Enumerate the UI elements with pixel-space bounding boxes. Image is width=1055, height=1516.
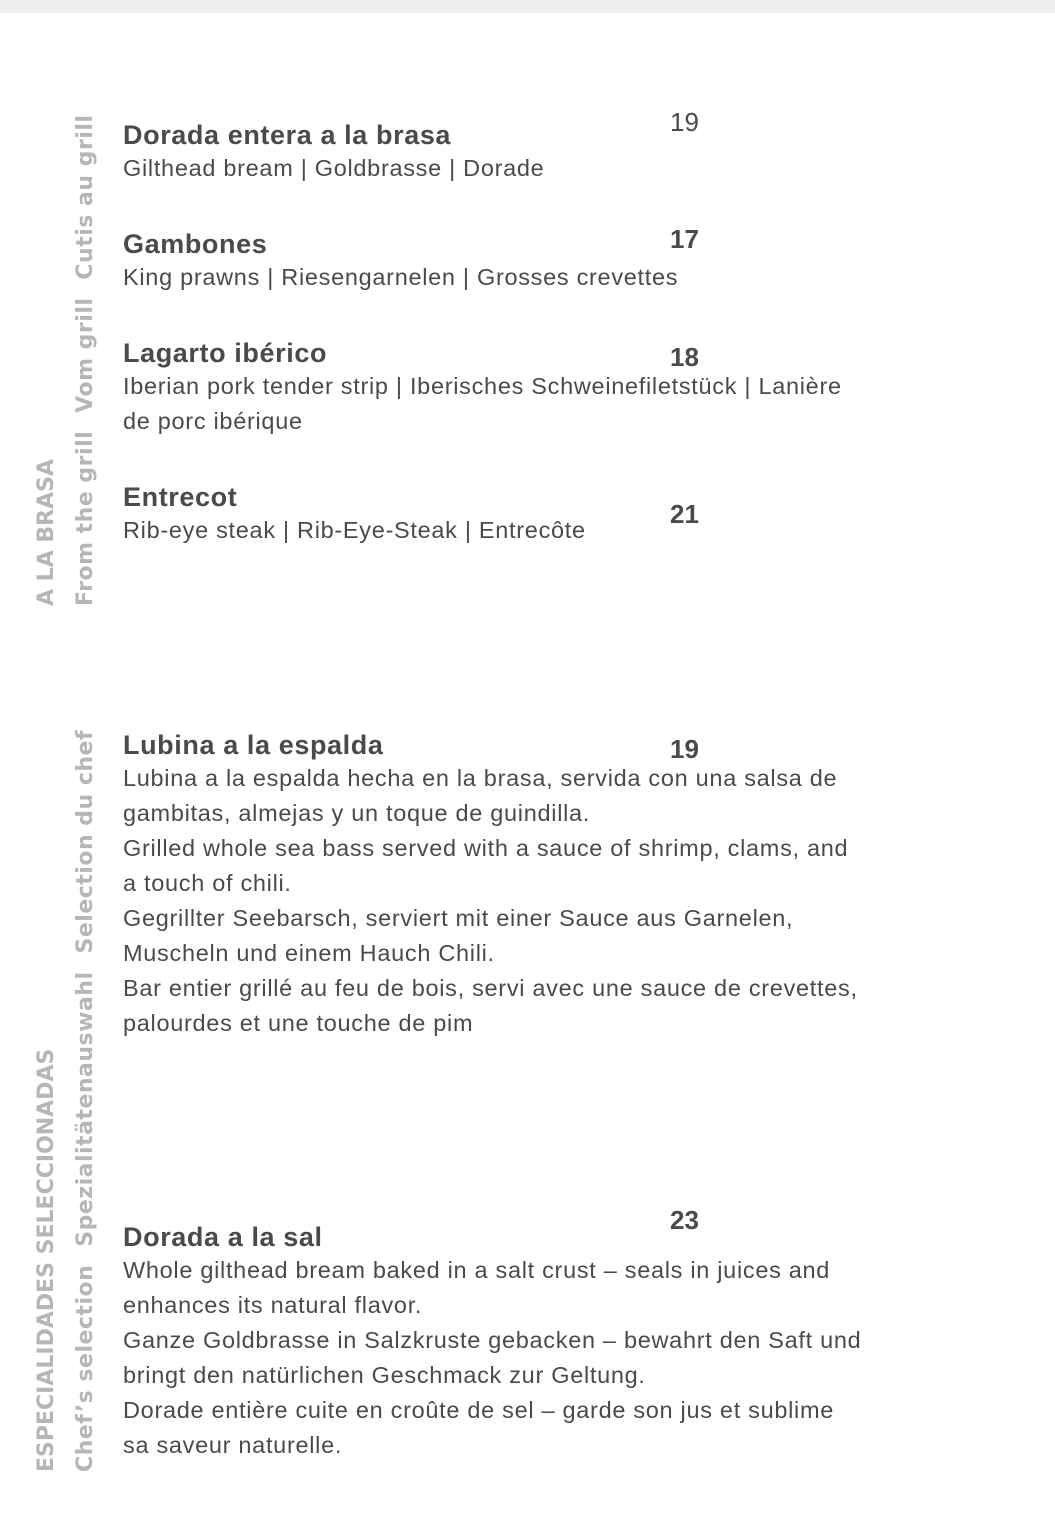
item-desc-line: Bar entier grillé au feu de bois, servi avec une sauce de crevettes, (123, 975, 858, 1001)
item-price: 18 (670, 342, 699, 372)
subtitle-en: Chef’s selection (73, 1264, 98, 1472)
item-price: 21 (670, 499, 699, 529)
item-desc-line: Grilled whole sea bass served with a sauce of shrimp, clams, and (123, 835, 849, 861)
menu-item (123, 1221, 923, 1463)
item-desc-line: King prawns | Riesengarnelen | Grosses crevettes (123, 264, 679, 290)
item-desc-line: palourdes et une touche de pim (123, 1010, 474, 1036)
item-name: Dorada entera a la brasa (123, 120, 452, 150)
item-desc-line: Gegrillter Seebarsch, serviert mit einer Sauce aus Garnelen, (123, 905, 794, 931)
item-desc-line: gambitas, almejas y un toque de guindilla. (123, 800, 591, 826)
section-title-chef: ESPECIALIDADES SELECCIONADAS (34, 1048, 59, 1472)
item-desc-line: enhances its natural flavor. (123, 1292, 423, 1318)
menu-item (123, 228, 923, 295)
subtitle-fr: Cutis au grill (73, 114, 98, 280)
section-subtitles-grill (75, 115, 97, 606)
item-name: Lagarto ibérico (123, 338, 328, 368)
item-desc-line: de porc ibérique (123, 408, 303, 434)
item-name: Gambones (123, 229, 268, 259)
item-desc-line: a touch of chili. (123, 870, 292, 896)
top-bar (0, 0, 1055, 13)
item-desc-line: Muscheln und einem Hauch Chili. (123, 940, 495, 966)
subtitle-de: Spezialitätenauswahl (73, 971, 98, 1247)
menu-item (123, 481, 923, 548)
subtitle-de: Vom grill (73, 297, 98, 413)
section-title-grill: A LA BRASA (34, 459, 59, 606)
item-desc-line: Whole gilthead bream baked in a salt crust – seals in juices and (123, 1257, 831, 1283)
item-desc-line: Iberian pork tender strip | Iberisches Schweinefiletstück | Lanière (123, 373, 842, 399)
item-price: 17 (670, 224, 699, 254)
item-name: Dorada a la sal (123, 1222, 323, 1252)
item-desc-line: bringt den natürlichen Geschmack zur Geltung. (123, 1362, 646, 1388)
subtitle-en: From the grill (73, 430, 98, 606)
item-desc-line: sa saveur naturelle. (123, 1432, 343, 1458)
item-name: Lubina a la espalda (123, 730, 384, 760)
item-desc-line: Ganze Goldbrasse in Salzkruste gebacken – bewahrt den Saft und (123, 1327, 862, 1353)
item-desc-line: Lubina a la espalda hecha en la brasa, servida con una salsa de (123, 765, 838, 791)
item-price: 19 (670, 107, 699, 137)
subtitle-fr: Selection du chef (73, 729, 98, 954)
menu-item (123, 119, 923, 186)
item-price: 19 (670, 734, 699, 764)
item-desc-line: Dorade entière cuite en croûte de sel – garde son jus et sublime (123, 1397, 835, 1423)
item-name: Entrecot (123, 482, 238, 512)
menu-item (123, 337, 923, 439)
item-price: 23 (670, 1205, 699, 1235)
menu-item (123, 729, 923, 1041)
section-subtitles-chef (75, 730, 97, 1472)
item-desc-line: Rib-eye steak | Rib-Eye-Steak | Entrecôte (123, 517, 586, 543)
item-desc-line: Gilthead bream | Goldbrasse | Dorade (123, 155, 545, 181)
